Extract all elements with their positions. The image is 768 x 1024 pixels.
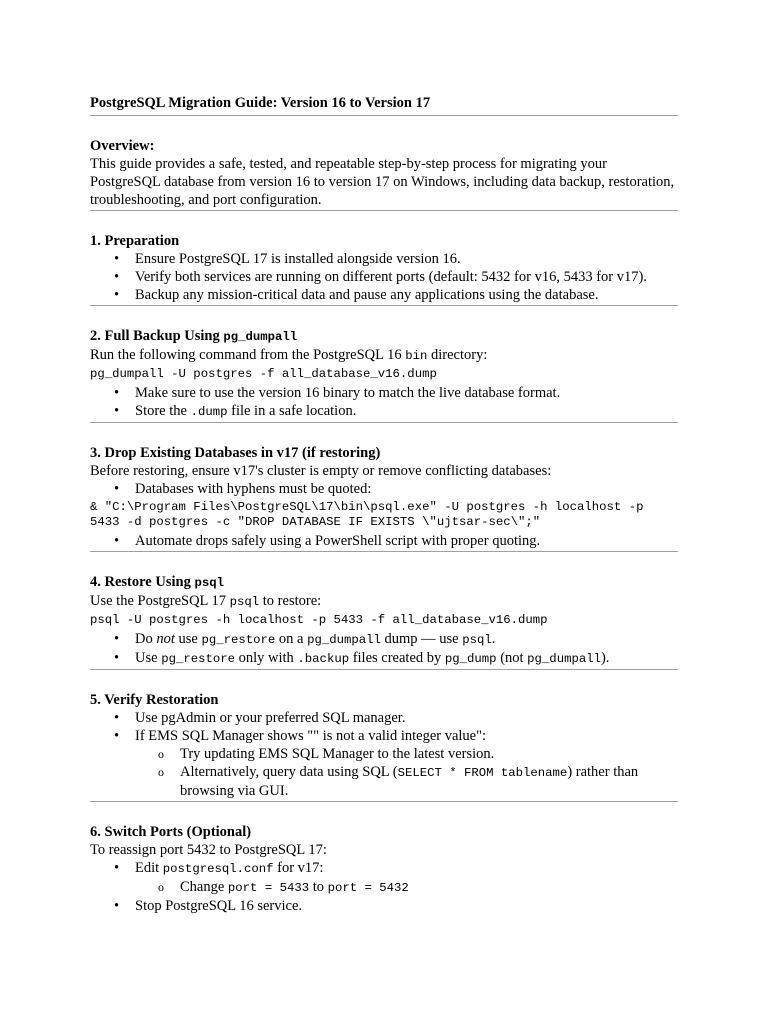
section-heading: 5. Verify Restoration [90, 692, 219, 708]
item-text: . [491, 631, 496, 647]
item-text: Store the [135, 403, 191, 419]
inline-code: psql [229, 595, 260, 609]
item-text: Do [135, 631, 157, 647]
item-text: use [174, 631, 202, 647]
item-text: to [309, 879, 328, 895]
item-text: (not [496, 650, 528, 666]
inline-code: pg_dumpall [307, 633, 381, 647]
section-heading [90, 573, 678, 592]
sub-list [90, 878, 678, 897]
item-text: dump — use [380, 631, 463, 647]
list-item [90, 402, 678, 421]
bullet-list [90, 709, 678, 745]
overview-section [90, 116, 678, 210]
sub-list-item: o Try updating EMS SQL Manager to the latest version. [90, 745, 678, 763]
list-item: • Make sure to use the version 16 binary to match the live database format. [90, 384, 678, 402]
heading-code: psql [194, 576, 224, 590]
list-item: • Stop PostgreSQL 16 service. [90, 897, 678, 915]
sub-list-item [90, 763, 678, 800]
bullet-list [90, 630, 678, 668]
preparation-section [90, 211, 678, 305]
list-item [90, 649, 678, 668]
item-text: for v17: [273, 860, 324, 876]
heading-text: 4. Restore Using [90, 574, 195, 590]
inline-code: port = 5433 [227, 881, 310, 895]
verify-section [90, 670, 678, 801]
inline-code: SELECT * FROM tablename [397, 766, 568, 780]
item-text: ). [600, 650, 610, 666]
code-block: psql -U postgres -h localhost -p 5433 -f all_database_v16.dump [90, 613, 548, 627]
inline-code: pg_dumpall [527, 652, 601, 666]
list-item: • Verify both services are running on different ports (default: 5432 for v16, 5433 for v17). [90, 268, 678, 286]
bullet-list [90, 532, 678, 550]
sub-list-item [90, 878, 678, 897]
list-item: • If EMS SQL Manager shows "" is not a valid integer value": [90, 727, 678, 745]
bullet-list [90, 480, 678, 498]
section-intro [90, 592, 678, 611]
document-page [90, 94, 678, 916]
inline-code: pg_restore [201, 633, 276, 647]
bullet-list [90, 897, 678, 915]
section-intro: Before restoring, ensure v17's cluster is empty or remove conflicting databases: [90, 463, 552, 479]
inline-code: postgresql.conf [162, 862, 274, 876]
item-text: ) rather than browsing via GUI. [180, 764, 639, 799]
bullet-list [90, 250, 678, 304]
heading-text: 2. Full Backup Using [90, 328, 224, 344]
item-text: Change [180, 879, 228, 895]
inline-code: .dump [190, 405, 228, 419]
list-item: • Backup any mission-critical data and pause any applications using the database. [90, 286, 678, 304]
inline-code: bin [405, 349, 428, 363]
item-text: Edit [135, 860, 163, 876]
list-item: • Automate drops safely using a PowerShell script with proper quoting. [90, 532, 678, 550]
heading-code: pg_dumpall [223, 330, 298, 344]
overview-text: This guide provides a safe, tested, and repeatable step-by-step process for migrating your PostgreSQL database from version 16 to version 17 on Windows, including data backup, restoration, troubleshooting, and port configuration. [90, 156, 675, 208]
inline-code: psql [462, 633, 492, 647]
intro-text: directory: [427, 347, 488, 363]
restore-section [90, 552, 678, 669]
list-item [90, 859, 678, 878]
sub-list [90, 745, 678, 800]
inline-code: pg_restore [161, 652, 235, 666]
code-block: pg_dumpall -U postgres -f all_database_v16.dump [90, 367, 437, 381]
document-title: PostgreSQL Migration Guide: Version 16 to Version 17 [90, 95, 431, 111]
drop-databases-section [90, 423, 678, 551]
list-item [90, 630, 678, 649]
switch-ports-section [90, 802, 678, 916]
section-heading: 6. Switch Ports (Optional) [90, 824, 252, 840]
item-text: file in a safe location. [227, 403, 357, 419]
intro-text: Run the following command from the PostgreSQL 16 [90, 347, 406, 363]
list-item: • Databases with hyphens must be quoted: [90, 480, 678, 498]
section-intro [90, 346, 678, 365]
item-text: Use [135, 650, 162, 666]
inline-code: pg_dump [444, 652, 497, 666]
item-text: on a [275, 631, 308, 647]
section-intro: To reassign port 5432 to PostgreSQL 17: [90, 842, 327, 858]
list-item: • Use pgAdmin or your preferred SQL manager. [90, 709, 678, 727]
item-text: Alternatively, query data using SQL ( [180, 764, 398, 780]
emphasis-text: not [156, 631, 175, 647]
code-block: & "C:\Program Files\PostgreSQL\17\bin\psql.exe" -U postgres -h localhost -p 5433 -d postgres -c "DROP DATABASE IF EXISTS \"ujtsar-sec\";" [90, 500, 651, 529]
full-backup-section [90, 306, 678, 422]
list-item: • Ensure PostgreSQL 17 is installed alongside version 16. [90, 250, 678, 268]
item-text: only with [234, 650, 298, 666]
intro-text: to restore: [259, 593, 322, 609]
inline-code: port = 5432 [327, 881, 409, 895]
bullet-list [90, 859, 678, 878]
item-text: files created by [349, 650, 445, 666]
intro-text: Use the PostgreSQL 17 [90, 593, 230, 609]
section-heading: 1. Preparation [90, 233, 180, 249]
overview-heading: Overview: [90, 138, 155, 154]
section-heading: 3. Drop Existing Databases in v17 (if restoring) [90, 445, 381, 461]
bullet-list [90, 384, 678, 421]
inline-code: .backup [297, 652, 350, 666]
section-heading [90, 327, 678, 346]
